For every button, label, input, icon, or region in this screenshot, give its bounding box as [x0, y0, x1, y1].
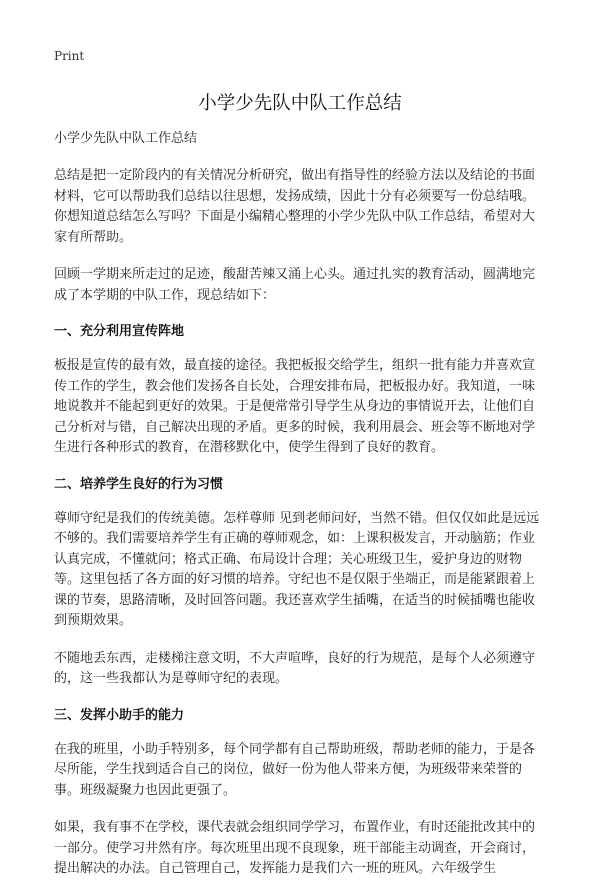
body-paragraph: 在我的班里，小助手特别多，每个同学都有自己帮助班级，帮助老师的能力，于是各尽所能，学生找到适合自己的岗位，做好一份为他人带来方便，为班级带来荣誉的事。班级凝聚力也因此更强了。: [54, 741, 536, 798]
section-heading: 三、发挥小助手的能力: [54, 707, 185, 723]
page-title: 小学少先队中队工作总结: [198, 93, 402, 114]
body-paragraph: 板报是宣传的最有效，最直接的途径。我把板报交给学生，组织一批有能力并喜欢宣传工作的学生，教会他们发扬各自长处，合理安排布局，把板报办好。我知道，一味地说教并不能起到更好的效果。于是便常常引导学生从身边的事情说开去，让他们自己分析对与错，自己解决出现的矛盾。更多的时候，我利用晨会、班会等不断地对学生进行各种形式的教育，在潜移默化中，使学生得到了良好的教育。: [54, 358, 536, 455]
body-paragraph: 尊师守纪是我们的传统美德。怎样尊师 见到老师问好，当然不错。但仅仅如此是远远不够的。我们需要培养学生有正确的尊师观念，如：上课积极发言，开动脑筋；作业认真完成，不懂就问；格式正确、布局设计合理；关心班级卫生，爱护身边的财物等。这里包括了各方面的好习惯的培养。守纪也不是仅限于坐端正，而是能紧跟着上课的节奏，思路清晰，及时回答问题。我还喜欢学生插嘴，在适当的时候插嘴也能收到预期效果。: [54, 510, 540, 628]
body-paragraph: 不随地丢东西，走楼梯注意文明，不大声喧哗，良好的行为规范，是每个人必须遵守的，这一些我都认为是尊师守纪的表现。: [54, 650, 536, 686]
section-heading: 一、充分利用宣传阵地: [54, 324, 185, 339]
document-subtitle: 小学少先队中队工作总结: [54, 131, 198, 146]
print-link[interactable]: Print: [54, 49, 85, 63]
intro-paragraph: 回顾一学期来所走过的足迹，酸甜苦辣又涌上心头。通过扎实的教育活动，圆满地完成了本学期的中队工作，现总结如下：: [54, 267, 536, 303]
section-heading: 二、培养学生良好的行为习惯: [54, 476, 224, 492]
intro-paragraph: 总结是把一定阶段内的有关情况分析研究，做出有指导性的经验方法以及结论的书面材料，它可以帮助我们总结以往思想，发扬成绩，因此十分有必须要写一份总结哦。你想知道总结怎么写吗？下面是小编精心整理的小学少先队中队工作总结，希望对大家有所帮助。: [54, 168, 536, 245]
body-paragraph: 如果，我有事不在学校，课代表就会组织同学学习，布置作业，有时还能批改其中的一部分。使学习井然有序。每次班里出现不良现象，班干部能主动调查，开会商讨，提出解决的办法。自己管理自己，发挥能力是我们六一班的班风。六年级学生: [54, 820, 536, 876]
